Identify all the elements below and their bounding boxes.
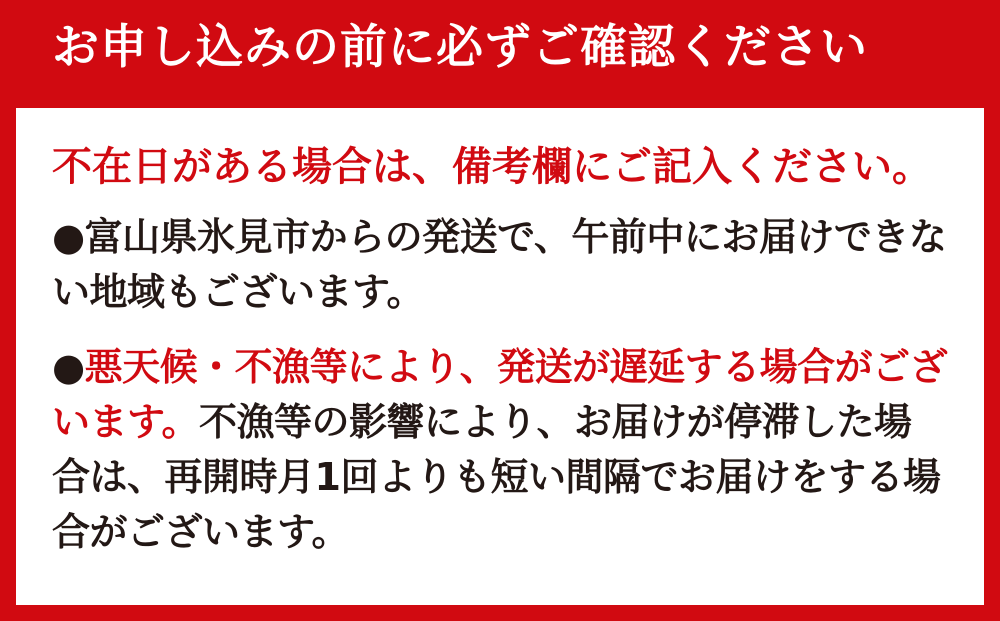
banner-title: お申し込みの前に必ずご確認ください [52,20,868,75]
notice-item-2-text: 不漁等の影響により、お届けが停滞した場合は、再開時月1回よりも短い間隔でお届けをする場合がございます。 [52,400,941,555]
notice-item-1 [52,210,948,320]
notice-item-1-text: 富山県氷見市からの発送で、午前中にお届けできない地域もございます。 [52,215,947,315]
notice-body-panel [16,108,984,605]
notice-item-2 [52,340,948,560]
bullet-marker-1: ● [52,215,85,259]
notice-item-2-highlight: 悪天候・不漁等により、発送が遅延する場合がございます。 [52,345,948,445]
notice-lead-text: 不在日がある場合は、備考欄にご記入ください。 [52,144,932,190]
bullet-marker-2: ● [52,345,85,390]
